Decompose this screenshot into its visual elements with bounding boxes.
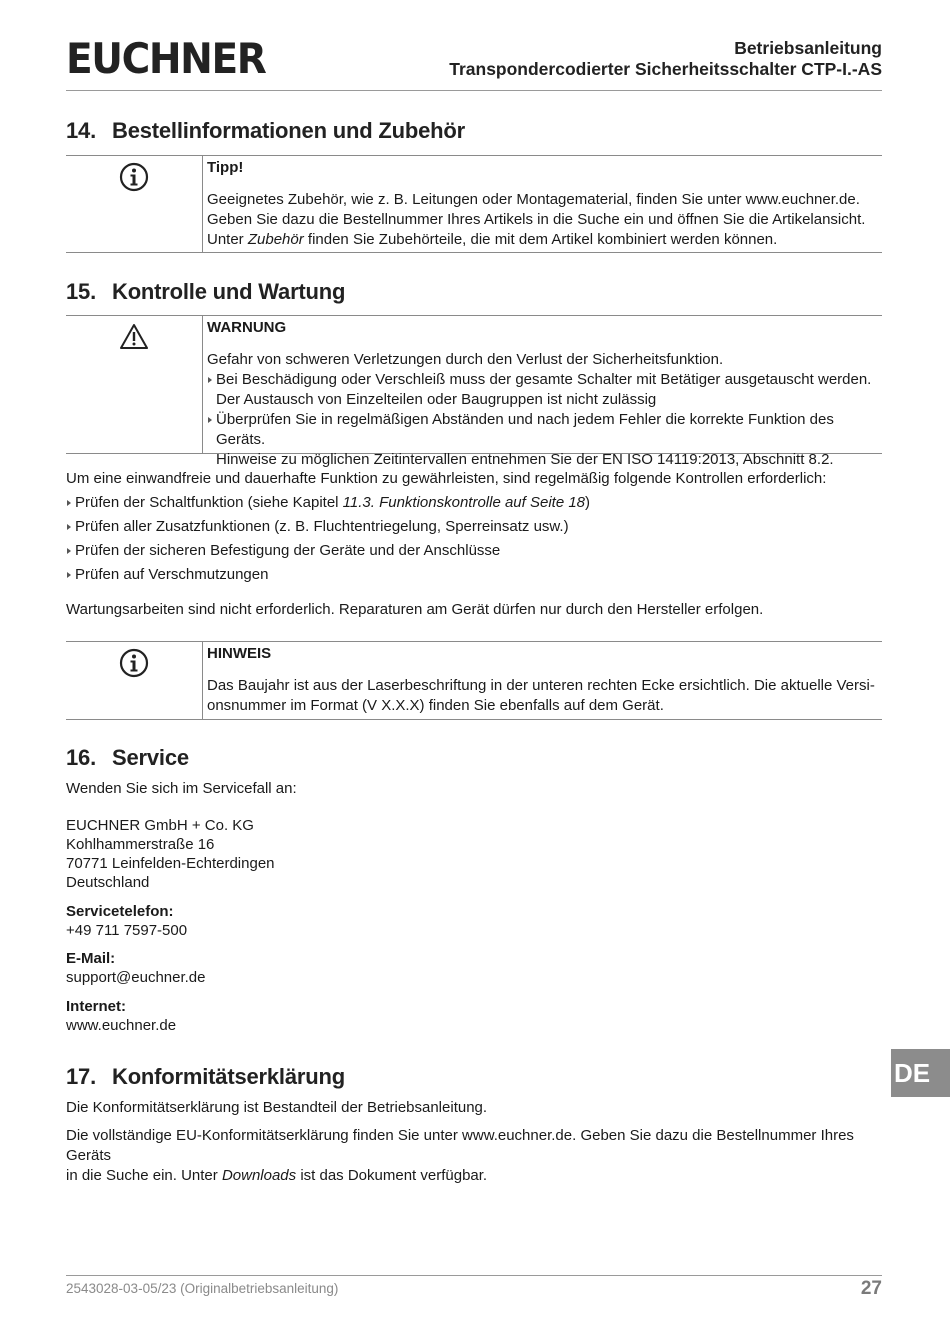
list-item: Prüfen auf Verschmutzungen [66,565,882,589]
hint-box [66,641,882,720]
language-tab: DE [891,1049,950,1097]
tip-line-1: Geeignetes Zubehör, wie z. B. Leitungen oder Montagematerial, finden Sie unter www.euchner.de. [207,191,860,208]
warning-bullet-2: Überprüfen Sie in regelmäßigen Abständen und nach jedem Fehler die korrekte Funktion des Geräts. Hinweise zu möglichen Zeitintervallen entnehmen Sie der EN ISO 14119:2013, Abschnitt 8.2. [207,410,882,470]
warning-intro: Gefahr von schweren Verletzungen durch den Verlust der Sicherheitsfunktion. [207,351,724,368]
service-email: E-Mail: support@euchner.de [66,950,206,986]
tip-line-2: Geben Sie dazu die Bestellnummer Ihres Artikels in die Suche ein und öffnen Sie die Artikelansicht. [207,211,866,228]
warning-box [66,315,882,468]
footer-doc-id: 2543028-03-05/23 (Originalbetriebsanleitung) [66,1281,339,1296]
service-web: Internet: www.euchner.de [66,998,177,1034]
info-icon [119,162,149,192]
warning-bullet-1: Bei Beschädigung oder Verschleiß muss der gesamte Schalter mit Betätiger ausgetauscht werden. Der Austausch von Einzelteilen oder Baugruppen ist nicht zulässig [207,370,882,410]
header-divider [66,90,882,91]
address-block: EUCHNER GmbH + Co. KG Kohlhammerstraße 16 70771 Leinfelden-Echterdingen Deutschland [66,817,275,891]
inspection-intro: Um eine einwandfreie und dauerhafte Funktion zu gewährleisten, sind regelmäßig folgende Kontrollen erforderlich: [66,470,827,487]
footer-divider [66,1275,882,1276]
warning-title: WARNUNG [207,319,287,336]
tip-title: Tipp! [207,159,244,176]
tip-line-3: Unter Zubehör finden Sie Zubehörteile, die mit dem Artikel kombiniert werden können. [207,231,778,248]
tip-box [66,155,882,253]
section-15-heading: 15. Kontrolle und Wartung [66,279,346,304]
section-14-heading: 14. Bestellinformationen und Zubehör [66,118,465,143]
list-item: Prüfen der Schaltfunktion (siehe Kapitel 11.3. Funktionskontrolle auf Seite 18) [66,493,882,517]
header-titles [449,38,882,80]
product-title: Transpondercodierter Sicherheitsschalter CTP-I.-AS [449,59,882,79]
hint-line-2: onsnummer im Format (V X.X.X) finden Sie ebenfalls auf dem Gerät. [207,697,664,714]
warning-triangle-icon [119,322,149,352]
hint-line-1: Das Baujahr ist aus der Laserbeschriftung in der unteren rechten Ecke ersichtlich. Die aktuelle Versi- [207,677,875,694]
page-number: 27 [860,1278,882,1299]
list-item: Prüfen der sicheren Befestigung der Geräte und der Anschlüsse [66,541,882,565]
section-17-heading: 17. Konformitätserklärung [66,1064,345,1089]
maintenance-text: Wartungsarbeiten sind nicht erforderlich. Reparaturen am Gerät dürfen nur durch den Hersteller erfolgen. [66,601,764,618]
section-16-heading: 16. Service [66,745,189,770]
inspection-list [66,493,882,589]
info-icon [119,648,149,678]
hint-title: HINWEIS [207,645,272,662]
service-intro: Wenden Sie sich im Servicefall an: [66,780,297,797]
list-item: Prüfen aller Zusatzfunktionen (z. B. Fluchtentriegelung, Sperreinsatz usw.) [66,517,882,541]
service-phone: Servicetelefon: +49 711 7597-500 [66,903,188,939]
doc-type: Betriebsanleitung [734,38,882,58]
inspection-section [66,469,882,589]
conformity-text: Die Konformitätserklärung ist Bestandteil der Betriebsanleitung. Die vollständige EU-Konformitätserklärung finden Sie unter www.euchner.de. Geben Sie dazu die Bestellnummer Ihres Geräts in die Suche ein. Unter Downloads ist das Dokument verfügbar. [66,1099,854,1184]
euchner-logo: EUCHNER [66,34,266,83]
